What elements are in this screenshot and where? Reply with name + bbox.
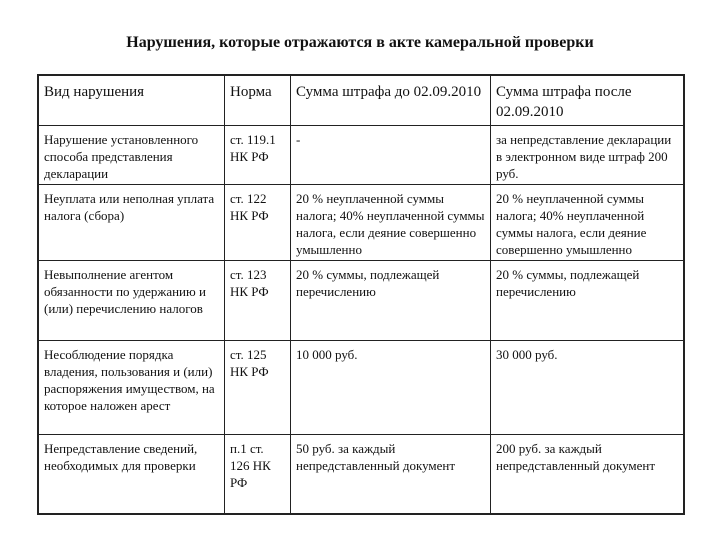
table-cell: за непредставление декларации в электронном виде штраф 200 руб. — [491, 125, 685, 184]
table-cell: 50 руб. за каждый непредставленный документ — [291, 434, 491, 514]
table-row — [38, 260, 684, 340]
header-cell: Сумма штрафа после 02.09.2010 — [491, 75, 685, 125]
table-cell: Непредставление сведений, необходимых для проверки — [38, 434, 225, 514]
table-cell: Нарушение установленного способа представления декларации — [38, 125, 225, 184]
table-cell: п.1 ст. 126 НК РФ — [225, 434, 291, 514]
table-cell: ст. 123 НК РФ — [225, 260, 291, 340]
table-cell: ст. 125 НК РФ — [225, 340, 291, 434]
header-cell: Вид нарушения — [38, 75, 225, 125]
table-row — [38, 184, 684, 260]
table-cell: 10 000 руб. — [291, 340, 491, 434]
violations-table — [37, 74, 685, 515]
table-cell: 20 % суммы, подлежащей перечислению — [491, 260, 685, 340]
table-cell: ст. 122 НК РФ — [225, 184, 291, 260]
table-cell: 30 000 руб. — [491, 340, 685, 434]
table-cell: Несоблюдение порядка владения, пользования и (или) распоряжения имуществом, на которое наложен арест — [38, 340, 225, 434]
table-cell: - — [291, 125, 491, 184]
table-cell: Невыполнение агентом обязанности по удержанию и (или) перечислению налогов — [38, 260, 225, 340]
table-cell: 200 руб. за каждый непредставленный документ — [491, 434, 685, 514]
table-cell: 20 % неуплаченной суммы налога; 40% неуплаченной суммы налога, если деяние совершенно умышленно — [491, 184, 685, 260]
table-row — [38, 125, 684, 184]
header-cell: Норма — [225, 75, 291, 125]
page-title: Нарушения, которые отражаются в акте камеральной проверки — [126, 34, 594, 51]
table-cell: Неуплата или неполная уплата налога (сбора) — [38, 184, 225, 260]
table-row — [38, 434, 684, 514]
table-header-row — [38, 75, 684, 125]
table-row — [38, 340, 684, 434]
table-cell: ст. 119.1 НК РФ — [225, 125, 291, 184]
table-cell: 20 % неуплаченной суммы налога; 40% неуплаченной суммы налога, если деяние совершенно умышленно — [291, 184, 491, 260]
table-cell: 20 % суммы, подлежащей перечислению — [291, 260, 491, 340]
header-cell: Сумма штрафа до 02.09.2010 — [291, 75, 491, 125]
